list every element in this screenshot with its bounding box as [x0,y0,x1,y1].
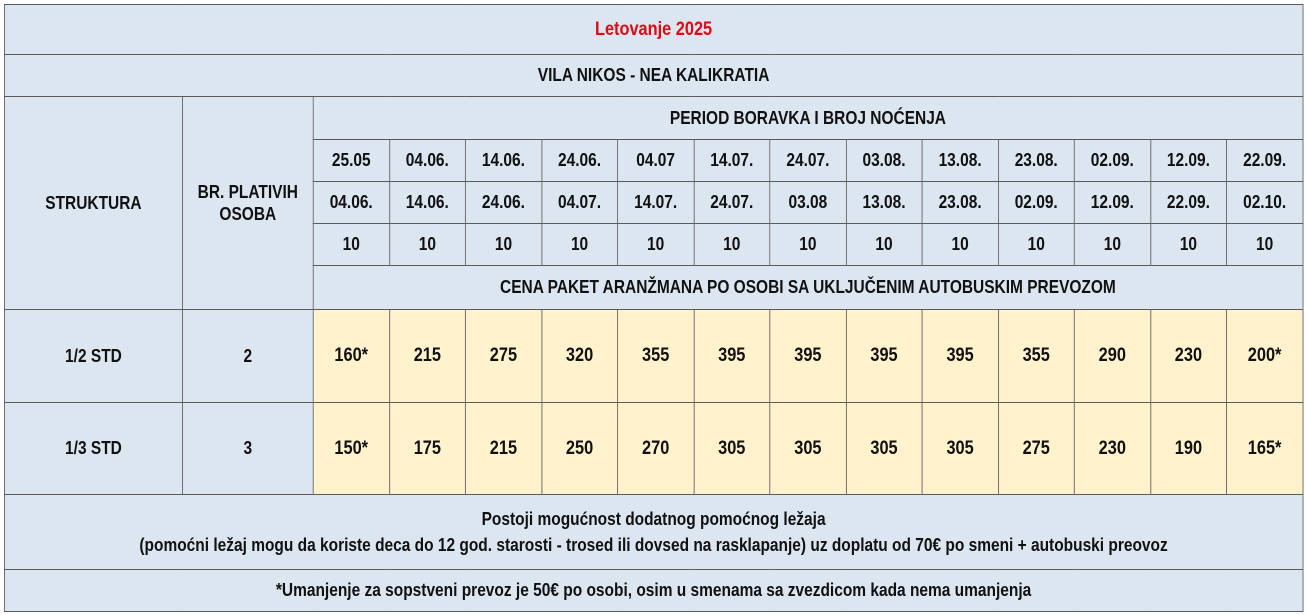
price-cell: 160* [313,310,389,402]
extra-bed-note [4,495,1302,569]
period-from-cell: 24.06. [542,139,618,181]
price-cell: 395 [770,310,846,402]
period-from-cell: 25.05 [313,139,389,181]
period-from-cell: 23.08. [998,139,1074,181]
period-to-cell: 02.10. [1226,181,1302,223]
period-to-cell: 02.09. [998,181,1074,223]
period-to-cell: 24.06. [465,181,541,223]
period-to-cell: 22.09. [1150,181,1226,223]
price-cell: 175 [389,402,465,494]
table-row [4,402,1302,494]
price-cell: 215 [465,402,541,494]
nights-cell: 10 [465,224,541,266]
price-cell: 395 [694,310,770,402]
nights-cell: 10 [1150,224,1226,266]
price-cell: 150* [313,402,389,494]
period-header: PERIOD BORAVKA I BROJ NOĆENJA [313,97,1303,139]
structure-header: STRUKTURA [4,97,182,310]
period-to-cell: 04.07. [542,181,618,223]
period-to-cell: 23.08. [922,181,998,223]
price-caption: CENA PAKET ARANŽMANA PO OSOBI SA UKLJUČENIM AUTOBUSKIM PREVOZOM [313,266,1303,310]
period-to-cell: 14.07. [618,181,694,223]
price-table [4,4,1303,612]
price-cell: 250 [542,402,618,494]
price-cell: 230 [1150,310,1226,402]
period-from-cell: 03.08. [846,139,922,181]
period-to-cell: 14.06. [389,181,465,223]
price-cell: 290 [1074,310,1150,402]
price-cell: 305 [770,402,846,494]
period-from-cell: 12.09. [1150,139,1226,181]
price-cell: 270 [618,402,694,494]
nights-cell: 10 [922,224,998,266]
price-cell: 305 [922,402,998,494]
villa-name: VILA NIKOS - NEA KALIKRATIA [4,55,1302,97]
period-to-cell: 12.09. [1074,181,1150,223]
extra-bed-line-1: Postoji mogućnost dodatnog pomoćnog ležaja [481,509,826,530]
period-from-cell: 24.07. [770,139,846,181]
price-cell: 395 [846,310,922,402]
nights-cell: 10 [846,224,922,266]
nights-cell: 10 [389,224,465,266]
price-cell: 305 [694,402,770,494]
table-title: Letovanje 2025 [4,5,1302,55]
price-cell: 275 [465,310,541,402]
price-cell: 305 [846,402,922,494]
price-cell: 190 [1150,402,1226,494]
nights-cell: 10 [694,224,770,266]
persons-cell: 3 [182,402,313,494]
nights-cell: 10 [770,224,846,266]
paying-persons-header: BR. PLATIVIH OSOBA [182,97,313,310]
period-from-cell: 04.06. [389,139,465,181]
table-row [4,310,1302,402]
period-from-cell: 04.07 [618,139,694,181]
price-cell: 230 [1074,402,1150,494]
price-cell: 355 [998,310,1074,402]
price-cell: 200* [1226,310,1302,402]
structure-cell: 1/3 STD [4,402,182,494]
price-cell: 275 [998,402,1074,494]
nights-cell: 10 [1226,224,1302,266]
period-to-cell: 04.06. [313,181,389,223]
nights-cell: 10 [313,224,389,266]
price-cell: 165* [1226,402,1302,494]
price-cell: 215 [389,310,465,402]
persons-cell: 2 [182,310,313,402]
price-cell: 395 [922,310,998,402]
period-to-cell: 24.07. [694,181,770,223]
extra-bed-line-2: (pomoćni ležaj mogu da koriste deca do 12 god. starosti - trosed ili dovsed na rasklapanje) uz doplatu od 70€ po smeni + autobuski preovoz [139,535,1168,556]
period-from-cell: 22.09. [1226,139,1302,181]
nights-cell: 10 [1074,224,1150,266]
period-from-cell: 14.07. [694,139,770,181]
nights-cell: 10 [618,224,694,266]
period-to-cell: 13.08. [846,181,922,223]
price-cell: 355 [618,310,694,402]
structure-cell: 1/2 STD [4,310,182,402]
nights-cell: 10 [542,224,618,266]
period-from-cell: 14.06. [465,139,541,181]
discount-note: *Umanjenje za sopstveni prevoz je 50€ po osobi, osim u smenama sa zvezdicom kada nema umanjenja [4,569,1302,611]
period-to-cell: 03.08 [770,181,846,223]
period-from-cell: 02.09. [1074,139,1150,181]
nights-cell: 10 [998,224,1074,266]
period-from-cell: 13.08. [922,139,998,181]
price-cell: 320 [542,310,618,402]
